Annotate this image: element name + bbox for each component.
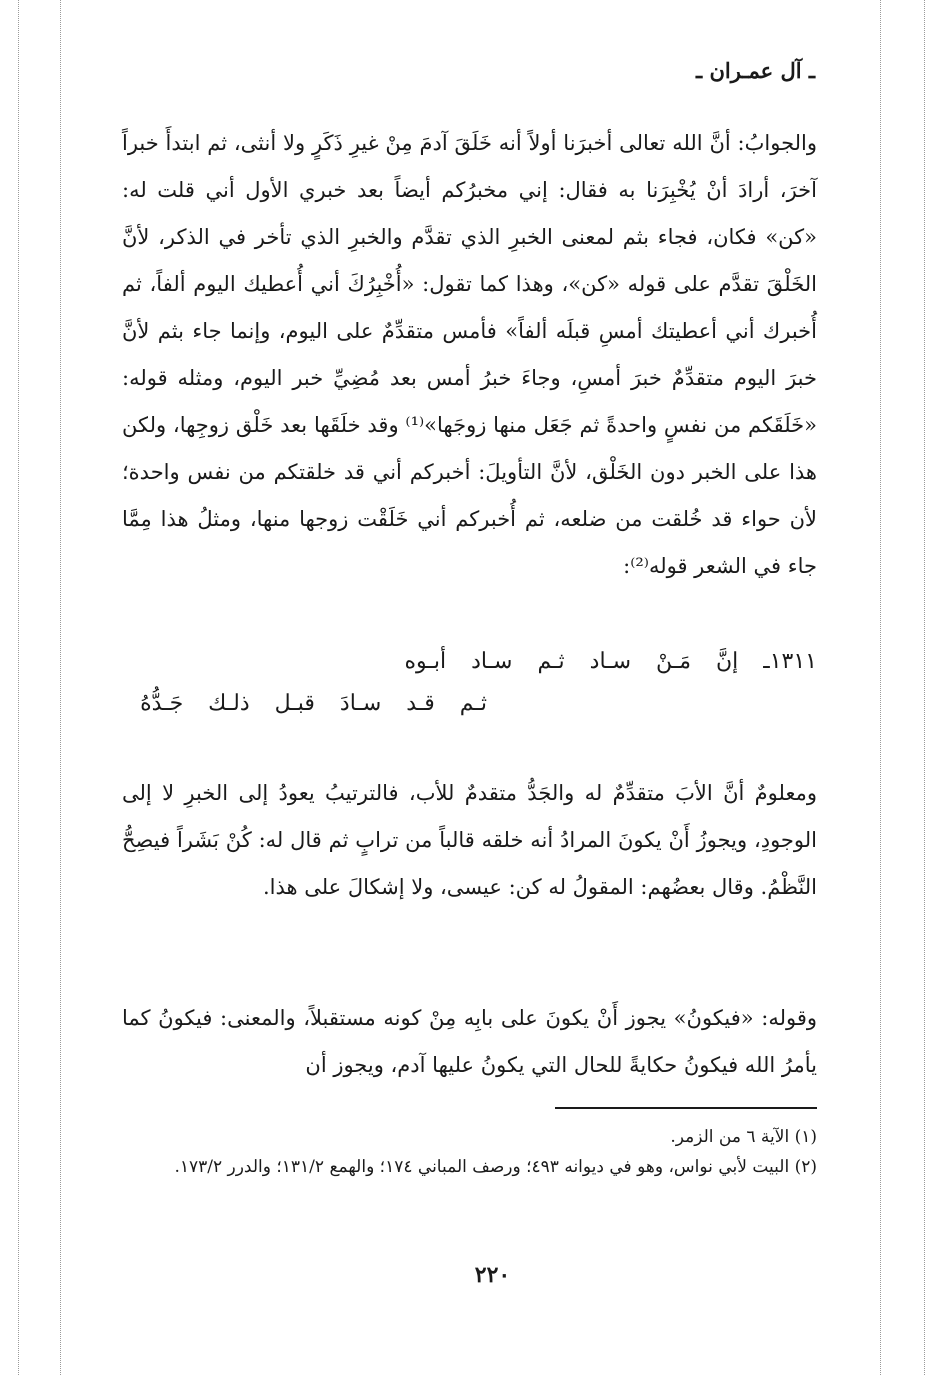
running-title: ـ آل عمـران ـ (696, 58, 815, 83)
poem-hemistich-2: ثـم قـد سـادَ قبـل ذلـك جَـدُّهُ (140, 691, 487, 716)
poem-line-1 (122, 641, 817, 683)
paragraph-fayakun: وقوله: «فيكونُ» يجوز أَنْ يكونَ على بابِه مِنْ كونه مستقبلاً، والمعنى: فيكونُ كما يأمرُ الله فيكونُ حكايةً للحال التي يكونُ عليها آدم، ويجوز أن (122, 1006, 817, 1077)
poem-hemistich-1: إنَّ مَـنْ سـاد ثـم سـاد أبـوه (404, 649, 739, 674)
paragraph-explanation: ومعلومٌ أنَّ الأبَ متقدِّمٌ له والجَدُّ متقدمٌ للأب، فالترتيبُ يعودُ إلى الخبرِ لا إلى الوجودِ، ويجوزُ أَنْ يكونَ المرادُ أنه خلقه قالباً من ترابٍ ثم قال له: كُنْ بَشَراً فيصِحُّ النَّظْمُ. وقال بعضُهم: المقولُ له كن: عيسى، ولا إشكالَ على هذا. (122, 781, 817, 899)
scan-guide-line (60, 0, 61, 1375)
footnote-divider (555, 1107, 817, 1109)
page-number: ٢٢٠ (474, 1262, 511, 1288)
poem-number: ١٣١١ـ (763, 649, 817, 674)
poem-verse (122, 641, 817, 725)
footnote-2: (٢) البيت لأبي نواس، وهو في ديوانه ٤٩٣؛ ورصف المباني ١٧٤؛ والهمع ١٣١/٢؛ والدرر ١٧٣/٢. (174, 1157, 817, 1177)
scan-guide-line (880, 0, 881, 1375)
scan-guide-line (924, 0, 925, 1375)
footnotes (122, 1122, 817, 1182)
scan-guide-line (18, 0, 19, 1375)
paragraph-answer: والجوابُ: أنَّ الله تعالى أخبرَنا أولاً أنه خَلَقَ آدمَ مِنْ غيرِ ذَكَرٍ ولا أنثى، ثم ابتدأَ خبراً آخرَ، أرادَ أنْ يُخْبِرَنا به فقال: إني مخبرُكم أيضاً بعد خبري الأول أني قلت له: «كن» فكان، فجاء بثم لمعنى الخبرِ الذي تقدَّم والخبرِ الذي تأخر في الذكر، لأنَّ الخَلْقَ تقدَّم على قوله «كن»، وهذا كما تقول: «أُخْبِرُكَ أني أُعطيك اليوم ألفاً، ثم أُخبرك أني أعطيتك أمسِ قبلَه ألفاً» فأمس متقدِّمٌ على اليوم، وإنما جاء بثم لأنَّ خبرَ اليوم متقدِّمٌ خبرَ أمسِ، وجاءَ خبرُ أمس بعد مُضِيِّ خبر اليوم، ومثله قوله: «خَلَقَكم من نفسٍ واحدةً ثم جَعَل منها زوجَها»⁽¹⁾ وقد خلَقَها بعد خَلْق زوجِها، ولكن هذا على الخبر دون الخَلْق، لأنَّ التأويلَ: أخبركم أني قد خلقتكم من نفس واحدة؛ لأن حواء قد خُلقت من ضلعه، ثم أُخبركم أني خَلَقْت زوجها منها، ومثلُ هذا مِمَّا جاء في الشعر قوله⁽²⁾: (122, 131, 817, 578)
footnote-1: (١) الآية ٦ من الزمر. (670, 1127, 817, 1147)
